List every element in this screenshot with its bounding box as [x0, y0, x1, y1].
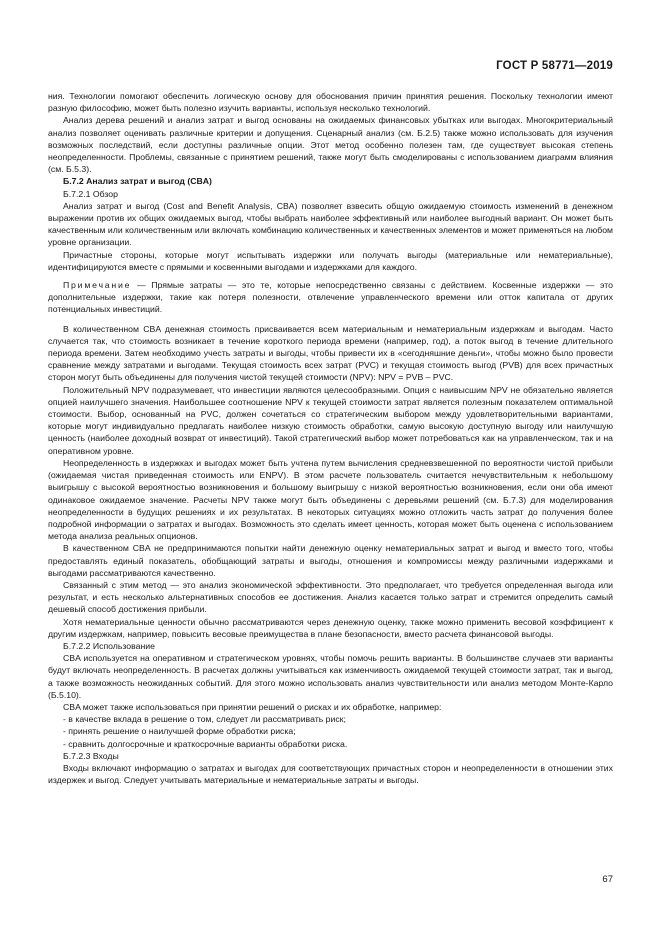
list-item: - в качестве вклада в решение о том, следует ли рассматривать риск; [63, 714, 346, 725]
paragraph: В количественном CBA денежная стоимость присваивается всем материальным и нематериальным издержкам и выгодам. Часто случается так, что стоимость возникает в течение короткого периода времени (например, год), а поток выгод в течение длительного периода времени. Затем необходимо учесть затраты и выгоды, чтобы привести их в «сегодняшние деньги», чтобы можно было провести сравнение между затратами и выгодами. Текущая стоимость всех затрат (PVC) и текущая стоимость выгод (PVB) для всех причастных сторон могут быть объединены для получения чистой текущей стоимости (NPV): NPV = PVB – PVC. [48, 323, 613, 383]
paragraph: ния. Технологии помогают обеспечить логическую основу для обоснования причин принятия решения. Поскольку технологии имеют разную философию, может быть полезно изучить варианты, используя несколько технологий. [48, 91, 613, 114]
note [48, 279, 613, 316]
paragraph: Анализ затрат и выгод (Cost and Benefit Analysis, CBA) позволяет взвесить общую ожидаемую стоимость изменений в денежном выражении против их общих ожидаемых выгод, чтобы выбрать наиболее эффективный или наиболее выгодный вариант. Он может быть качественным или количественным или включать комбинацию количественных и качественных элементов и может применяться на любом уровне организации. [48, 200, 613, 248]
paragraph: CBA используется на оперативном и стратегическом уровнях, чтобы помочь решить варианты. В большинстве случаев эти варианты будут включать неопределенность. В расчетах должны учитываться как изменчивость ожидаемой текущей стоимости затрат, так и выгод, а также возможность неожиданных событий. Для этого можно использовать анализ чувствительности или анализ методом Монте-Карло (Б.5.10). [48, 653, 613, 700]
paragraph: Связанный с этим метод — это анализ экономической эффективности. Это предполагает, что требуется определенная выгода или результат, и есть несколько альтернативных способов ее достижения. Анализ касается только затрат и стремится определить самый дешевый способ достижения прибыли. [48, 579, 613, 615]
bullet-list [48, 713, 613, 750]
paragraph: Причастные стороны, которые могут испытывать издержки или получать выгоды (материальные или нематериальные), идентифицируются вместе с прямыми и косвенными выгодами и издержками для каждого. [48, 249, 613, 272]
subsection-heading-b721: Б.7.2.1 Обзор [63, 188, 118, 199]
paragraph: Неопределенность в издержках и выгодах может быть учтена путем вычисления средневзвешенной по вероятности чистой прибыли (ожидаемая чистая приведенная стоимость или ENPV). В этом расчете пользователь считается нечувствительным к небольшому выигрышу с высокой вероятностью возникновения и большому выигрышу с низкой вероятностью возникновения, если они оба имеют одинаковое ожидаемое значение. Расчеты NPV также могут быть объединены с деревьями решений (см. Б.7.3) для моделирования неопределенности в будущих решениях и их результатах. В некоторых ситуациях можно отложить часть затрат до получения более подробной информации о затратах и выгодах. Возможность это сделать имеет ценность, которая может быть оценена с использованием метода анализа реальных опционов. [48, 457, 613, 542]
note-label: Примечание [63, 280, 132, 291]
note-text: — Прямые затраты — это те, которые непосредственно связаны с действием. Косвенные издержки — это дополнительные издержки, такие как потеря полезности, отвлечение управленческого времени или отток капитала от других потенциальных инвестиций. [48, 280, 613, 315]
subsection-heading-b722: Б.7.2.2 Использование [63, 640, 155, 651]
standard-code: ГОСТ Р 58771—2019 [496, 60, 613, 72]
paragraph: Анализ дерева решений и анализ затрат и выгод основаны на ожидаемых финансовых убытках или выгодах. Многокритериальный анализ позволяет оценивать различные критерии и допущения. Сценарный анализ (см. Б.2.5) также можно использовать для изучения возможных последствий, если доступны различные опции. Этот метод особенно полезен там, где существует высокая степень неопределенности. Проблемы, связанные с принятием решений, также могут быть смоделированы с использованием диаграмм влияния (см. Б.5.3). [48, 115, 613, 175]
list-item: - сравнить долгосрочные и краткосрочные варианты обработки риска. [63, 738, 348, 749]
paragraph: В качественном CBA не предпринимаются попытки найти денежную оценку нематериальных затрат и выгод и вместо того, чтобы предоставлять единый показатель, обобщающий затраты и выгоды, отношения и компромиссы между различными издержками и выгодами рассматриваются качественно. [48, 543, 613, 578]
subsection-heading-b723: Б.7.2.3 Входы [63, 750, 119, 761]
list-item: - принять решение о наилучшей форме обработки риска; [63, 726, 296, 737]
document-body [48, 90, 613, 786]
page-number: 67 [602, 874, 613, 885]
paragraph: CBA может также использоваться при принятии решений о рисках и их обработке, например: [63, 701, 442, 712]
section-heading-b72: Б.7.2 Анализ затрат и выгод (CBA) [63, 176, 212, 187]
paragraph: Хотя нематериальные ценности обычно рассматриваются через денежную оценку, также можно применить весовой коэффициент к другим издержкам, например, повысить весовые преимущества в плане безопасности, вместо расчета финансовой выгоды. [48, 616, 613, 639]
paragraph: Входы включают информацию о затратах и выгодах для соответствующих причастных сторон и неопределенности в отношении этих издержек и выгод. Следует учитывать материальные и нематериальные затраты и выгоды. [48, 762, 613, 786]
paragraph: Положительный NPV подразумевает, что инвестиции являются целесообразными. Опция с наивысшим NPV не обязательно является опцией наилучшего значения. Наибольшее соотношение NPV к текущей стоимости затрат является полезным показателем оптимальной стоимости. Выбор, основанный на PVC, должен сочетаться со стратегическим выбором между удовлетворительными вариантами, которые могут индивидуально предлагать наиболее низкую стоимость обработки, самую высокую доступную выгоду или наилучшую ценность (наиболее доходный возврат от инвестиций). Такой стратегический выбор может потребоваться как на управленческом, так и на оперативном уровне. [48, 384, 613, 456]
